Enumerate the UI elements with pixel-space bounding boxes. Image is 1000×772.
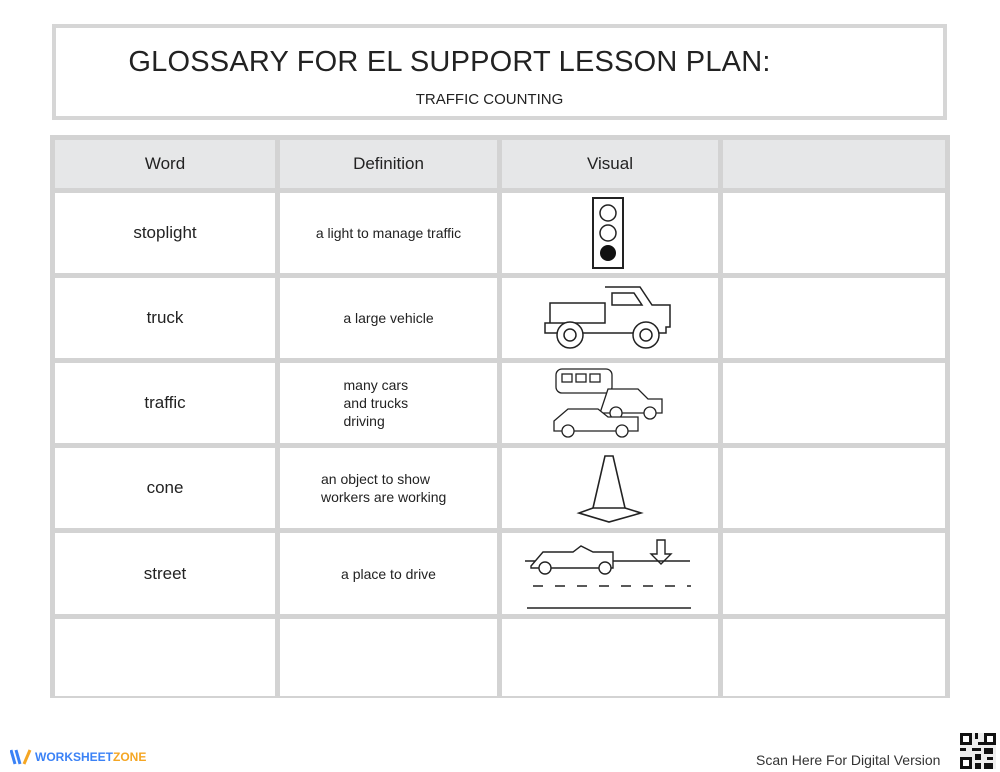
definition-text: an object to show workers are working [321, 471, 447, 505]
visual-cell [502, 193, 718, 273]
definition-cell [280, 533, 497, 614]
empty-cell [723, 619, 945, 696]
definition-cell [280, 278, 497, 358]
header-visual: Visual [502, 140, 718, 188]
definition-cell [280, 193, 497, 273]
glossary-table [50, 135, 950, 698]
brand-zone: ZONE [113, 750, 147, 764]
worksheetzone-logo [10, 748, 146, 766]
empty-cell [723, 363, 945, 443]
truck-icon [540, 283, 680, 353]
visual-cell [502, 363, 718, 443]
page-title: GLOSSARY FOR EL SUPPORT LESSON PLAN: [128, 46, 771, 78]
street-icon [525, 536, 695, 612]
word-cell: traffic [55, 363, 275, 443]
header-word: Word [55, 140, 275, 188]
cone-icon [575, 453, 645, 523]
definition-text: a place to drive [341, 565, 436, 582]
empty-cell [280, 619, 497, 696]
traffic-icon [550, 365, 670, 441]
word-cell: cone [55, 448, 275, 528]
word-cell: truck [55, 278, 275, 358]
definition-text: a large vehicle [343, 310, 434, 326]
word-cell: street [55, 533, 275, 614]
visual-cell [502, 278, 718, 358]
qr-code-icon[interactable] [960, 733, 996, 769]
stoplight-icon [590, 196, 630, 270]
visual-cell [502, 533, 718, 614]
header-definition: Definition [280, 140, 497, 188]
brand-worksheet: WORKSHEET [35, 750, 113, 764]
scan-text: Scan Here For Digital Version [756, 752, 941, 768]
word-cell: stoplight [55, 193, 275, 273]
visual-cell [502, 448, 718, 528]
definition-text: a light to manage traffic [315, 225, 462, 241]
empty-cell [723, 448, 945, 528]
empty-cell [502, 619, 718, 696]
logo-w-icon [10, 748, 32, 766]
definition-cell [280, 448, 497, 528]
title-box [52, 24, 947, 120]
definition-cell [280, 363, 497, 443]
empty-cell [723, 278, 945, 358]
definition-text: many cars and trucks driving [343, 377, 409, 429]
empty-cell [55, 619, 275, 696]
page-subtitle: TRAFFIC COUNTING [415, 91, 564, 108]
empty-cell [723, 193, 945, 273]
empty-cell [723, 533, 945, 614]
header-blank [723, 140, 945, 188]
